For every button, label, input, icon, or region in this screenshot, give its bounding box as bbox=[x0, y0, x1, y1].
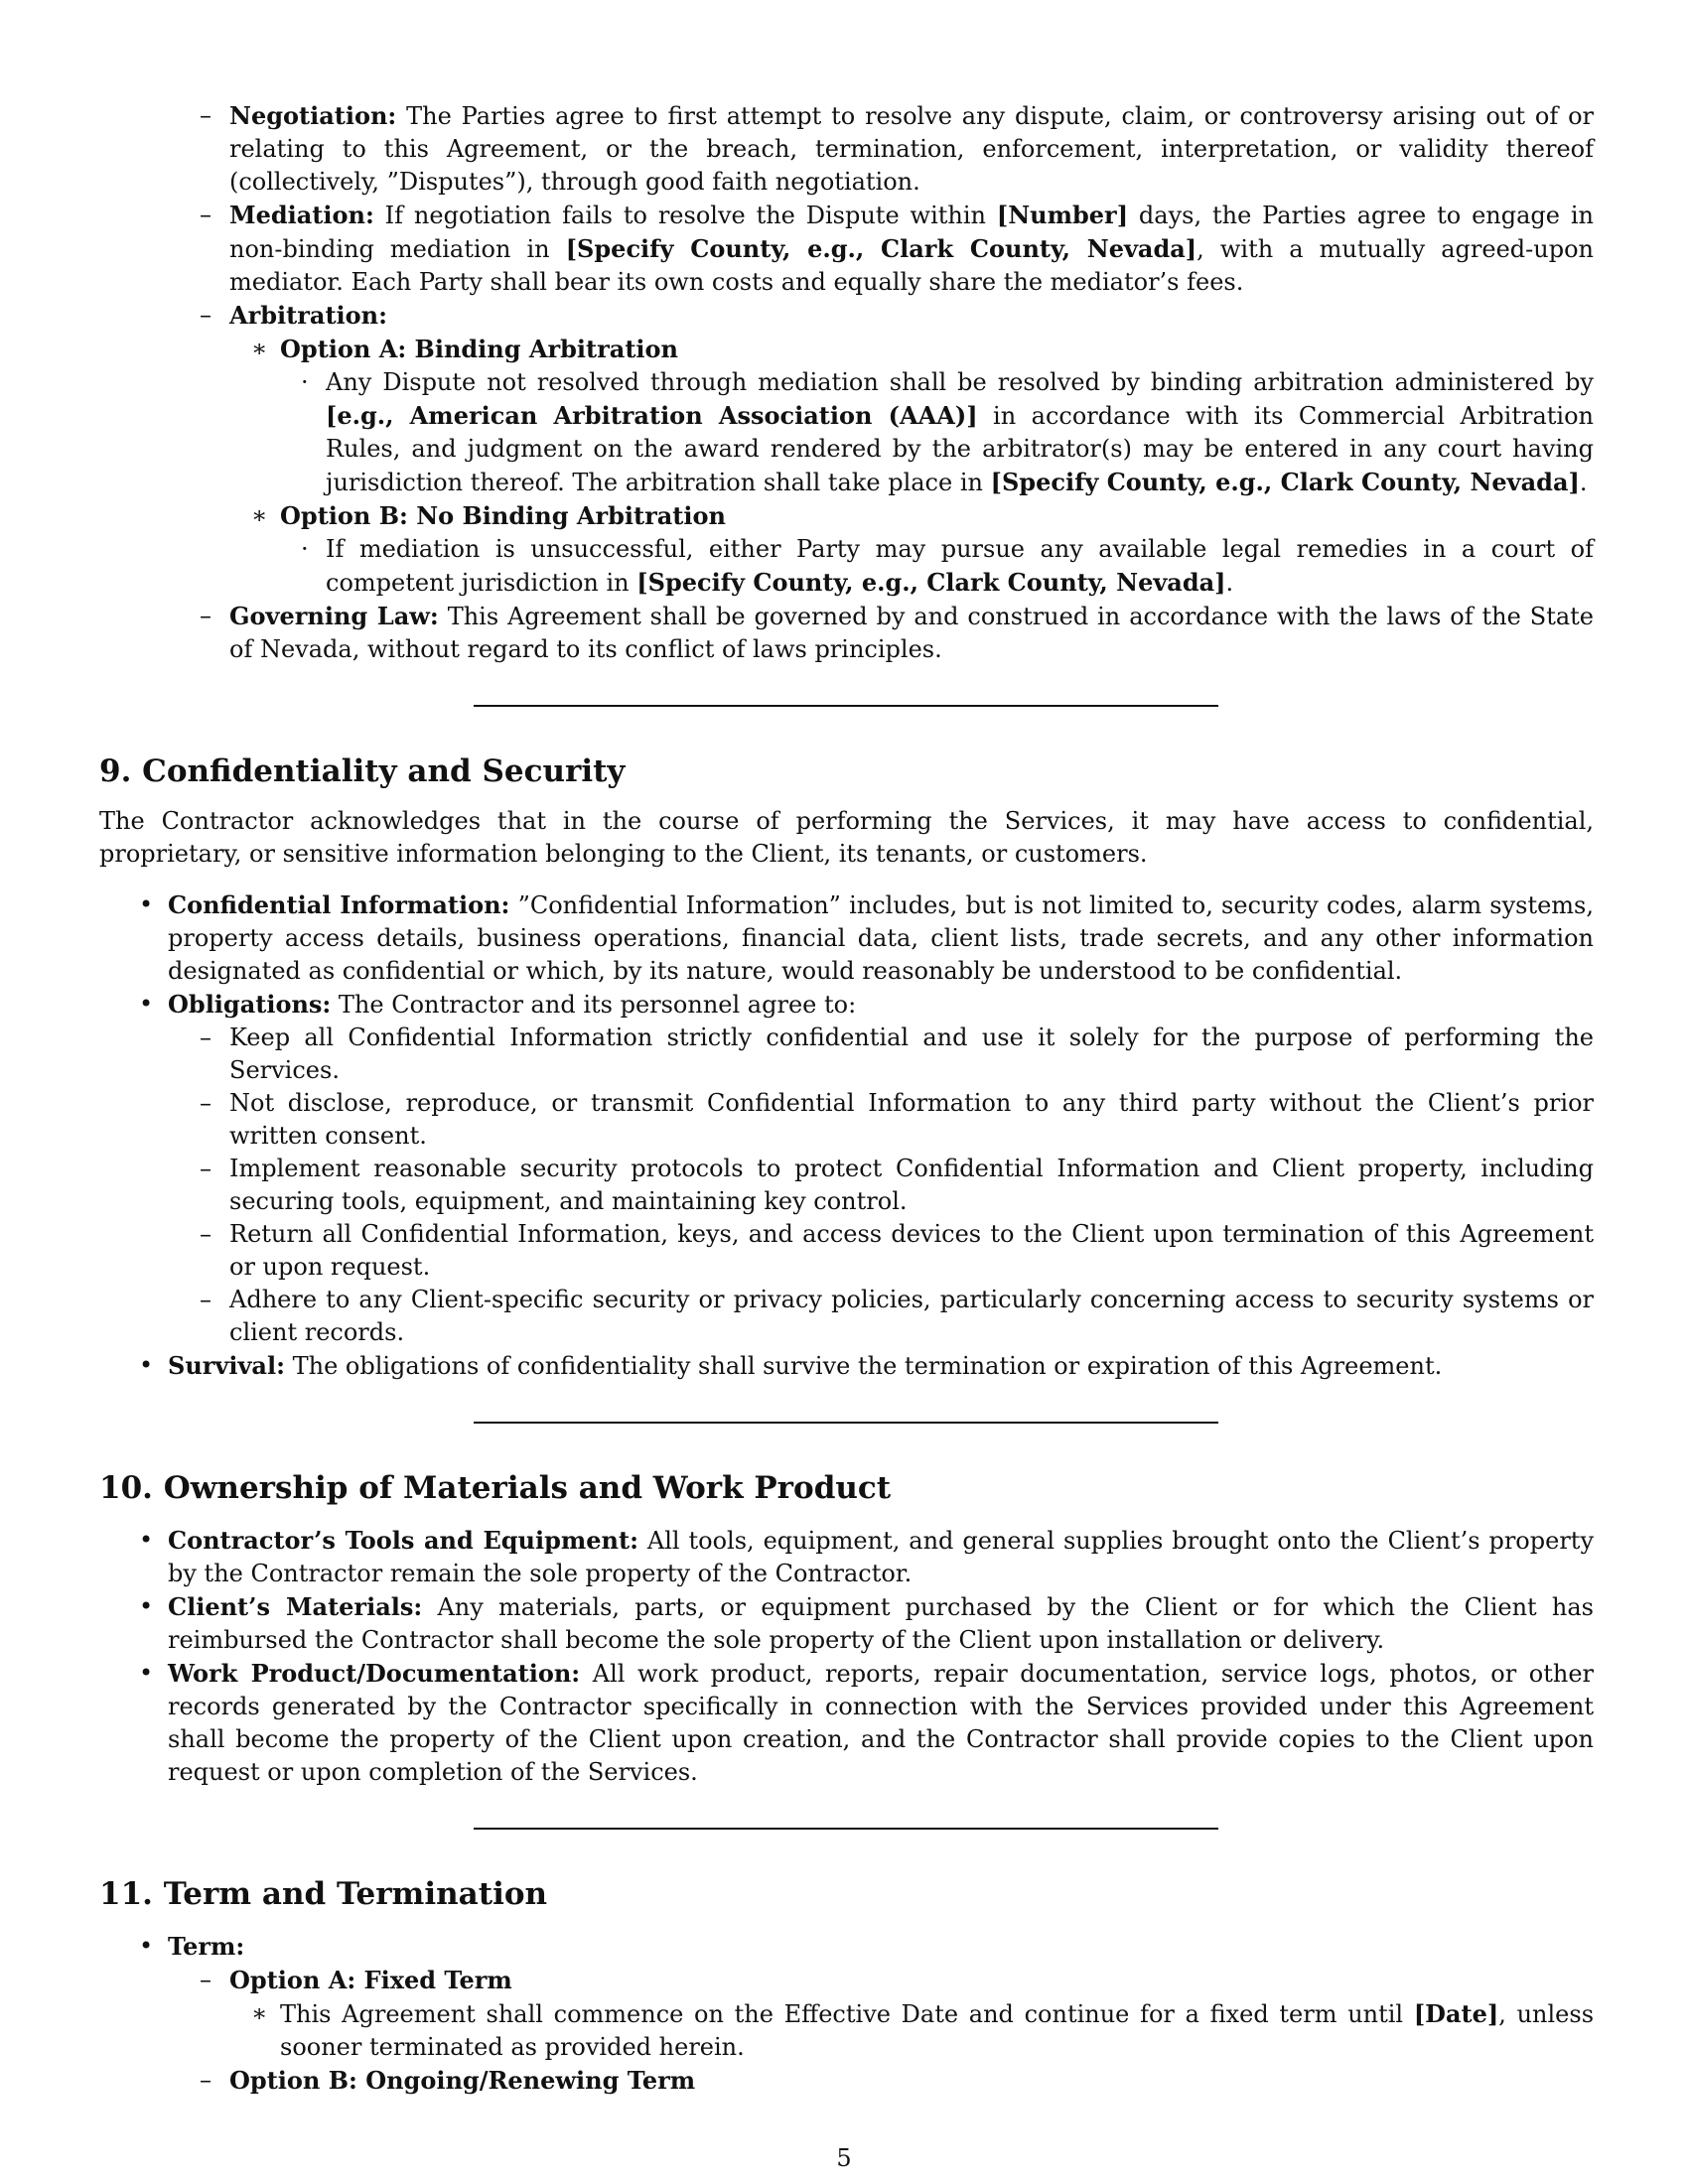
obligation-item bbox=[99, 1284, 1594, 1349]
mediation-county-placeholder: [Specify County, e.g., Clark County, Nevada] bbox=[565, 234, 1197, 263]
obligation-item bbox=[99, 1153, 1594, 1218]
confidential-info-text: ”Confidential Information” includes, but is not limited to, security codes, alarm systems, property access details, business operations, financial data, client lists, trade secrets, and any other information designated as confidential or which, by its nature, would reasonably be understood to be confidential. bbox=[168, 891, 1595, 985]
option-a-text-2: in accordance with its Commercial Arbitration Rules, and judgment on the award rendered by the arbitrator(s) may be entered in any court having jurisdiction thereof. The arbitration shall take place in bbox=[326, 402, 1595, 496]
dash-marker: – bbox=[200, 101, 211, 129]
term-option-a-text-2: , unless sooner terminated as provided herein. bbox=[280, 2000, 1595, 2061]
work-product-text: All work product, reports, repair documentation, service logs, photos, or other records generated by the Contractor specifically in connection with the Services provided under this Agreement shall become the property of the Client upon creation, and the Contractor shall provide copies to the Client upon request or upon completion of the Services. bbox=[168, 1660, 1594, 1786]
section-9-heading: 9. Confidentiality and Security bbox=[99, 753, 626, 789]
negotiation-text: The Parties agree to first attempt to resolve any dispute, claim, or controversy arising out of or relating to this Agreement, or the breach, termination, enforcement, interpretation, or validity thereof (collectively, ”Disputes”), through good faith negotiation. bbox=[229, 102, 1594, 196]
dash-marker: – bbox=[200, 1286, 211, 1313]
term-option-a bbox=[99, 1964, 1594, 1997]
client-materials-text: Any materials, parts, or equipment purchased by the Client or for which the Client has reimbursed the Contractor shall become the sole property of the Client upon installation or delivery. bbox=[168, 1593, 1595, 1654]
governing-law-label: Governing Law: bbox=[229, 602, 439, 630]
confidential-info-item bbox=[99, 888, 1594, 988]
mediation-text-2: days, the Parties agree to engage in non-binding mediation in bbox=[229, 202, 1595, 263]
document-page bbox=[99, 99, 1594, 2098]
dash-marker: – bbox=[200, 1155, 211, 1182]
obligation-item bbox=[99, 1087, 1594, 1153]
dash-marker: – bbox=[200, 1024, 211, 1051]
bullet-marker: • bbox=[139, 890, 154, 918]
dash-marker: – bbox=[200, 2066, 211, 2094]
term-option-a-title: Option A: Fixed Term bbox=[229, 1966, 512, 1994]
term-item bbox=[99, 1930, 1594, 1964]
arbitration-option-a bbox=[99, 333, 1594, 366]
option-a-text-1: Any Dispute not resolved through mediation shall be resolved by binding arbitration administered by bbox=[326, 368, 1594, 396]
obligation-text: Adhere to any Client-specific security or privacy policies, particularly concerning access to security systems or client records. bbox=[229, 1286, 1594, 1346]
option-a-aaa-placeholder: [e.g., American Arbitration Association (AAA)] bbox=[326, 401, 978, 430]
client-materials-item bbox=[99, 1590, 1594, 1657]
option-a-title: Option A: Binding Arbitration bbox=[280, 335, 678, 363]
asterisk-marker: ∗ bbox=[251, 1999, 268, 2027]
bullet-marker: • bbox=[139, 1932, 154, 1960]
obligation-item bbox=[99, 1022, 1594, 1087]
term-option-a-text bbox=[99, 1997, 1594, 2064]
option-b-text-1: If mediation is unsuccessful, either Party may pursue any available legal remedies in a court of competent jurisdiction in bbox=[326, 535, 1594, 597]
bullet-marker: • bbox=[139, 1592, 154, 1620]
option-a-text bbox=[99, 366, 1594, 499]
dash-marker: – bbox=[200, 602, 211, 629]
contractor-tools-text: All tools, equipment, and general supplies brought onto the Client’s property by the Contractor remain the sole property of the Contractor. bbox=[168, 1527, 1594, 1587]
page-number: 5 bbox=[836, 2144, 852, 2172]
bullet-marker: • bbox=[139, 1526, 154, 1554]
dash-marker: – bbox=[200, 1220, 211, 1248]
option-b-text bbox=[99, 533, 1594, 600]
section-11-heading: 11. Term and Termination bbox=[99, 1876, 548, 1912]
mediation-days-placeholder: [Number] bbox=[996, 201, 1129, 229]
mediation-text-1: If negotiation fails to resolve the Dispute within bbox=[373, 202, 997, 229]
dot-marker: · bbox=[301, 368, 309, 396]
confidential-info-label: Confidential Information: bbox=[168, 890, 510, 919]
mediation-text-3: , with a mutually agreed-upon mediator. Each Party shall bear its own costs and equally share the mediator’s fees. bbox=[229, 235, 1594, 296]
term-label: Term: bbox=[168, 1932, 245, 1961]
option-b-county-placeholder: [Specify County, e.g., Clark County, Nevada] bbox=[636, 568, 1226, 597]
obligation-text: Return all Confidential Information, keys, and access devices to the Client upon termination of this Agreement or upon request. bbox=[229, 1220, 1594, 1281]
obligation-item bbox=[99, 1218, 1594, 1284]
term-option-b-title: Option B: Ongoing/Renewing Term bbox=[229, 2066, 696, 2095]
option-b-text-2: . bbox=[1225, 569, 1234, 597]
section-9-intro: The Contractor acknowledges that in the course of performing the Services, it may have access to confidential, proprietary, or sensitive information belonging to the Client, its tenants, or customers. bbox=[99, 807, 1594, 868]
term-option-a-text-1: This Agreement shall commence on the Effective Date and continue for a fixed term until bbox=[280, 2000, 1414, 2028]
work-product-item bbox=[99, 1657, 1594, 1789]
contractor-tools-item bbox=[99, 1524, 1594, 1590]
dash-marker: – bbox=[200, 201, 211, 228]
asterisk-marker: ∗ bbox=[251, 501, 268, 529]
dash-marker: – bbox=[200, 1966, 211, 1993]
option-a-text-3: . bbox=[1579, 469, 1588, 496]
section-10-heading: 10. Ownership of Materials and Work Product bbox=[99, 1470, 892, 1506]
term-option-b bbox=[99, 2064, 1594, 2098]
bullet-marker: • bbox=[139, 990, 154, 1018]
governing-law-item bbox=[99, 600, 1594, 666]
arbitration-option-b bbox=[99, 499, 1594, 533]
option-b-title: Option B: No Binding Arbitration bbox=[280, 501, 726, 530]
obligations-text: The Contractor and its personnel agree to: bbox=[331, 991, 857, 1019]
section-divider bbox=[474, 1828, 1218, 1830]
survival-text: The obligations of confidentiality shall survive the termination or expiration of this Agreement. bbox=[284, 1352, 1443, 1380]
dash-marker: – bbox=[200, 1089, 211, 1117]
section-11-list bbox=[99, 1930, 1594, 2098]
bullet-marker: • bbox=[139, 1659, 154, 1687]
dash-marker: – bbox=[200, 301, 211, 329]
obligations-label: Obligations: bbox=[168, 990, 332, 1019]
mediation-label: Mediation: bbox=[229, 201, 374, 229]
client-materials-label: Client’s Materials: bbox=[168, 1592, 423, 1621]
section-10-list bbox=[99, 1524, 1594, 1789]
obligation-text: Not disclose, reproduce, or transmit Confidential Information to any third party without the Client’s prior written consent. bbox=[229, 1089, 1594, 1150]
contractor-tools-label: Contractor’s Tools and Equipment: bbox=[168, 1526, 638, 1555]
survival-item bbox=[99, 1349, 1594, 1383]
option-a-county-placeholder: [Specify County, e.g., Clark County, Nevada] bbox=[990, 468, 1580, 496]
arbitration-item bbox=[99, 299, 1594, 333]
negotiation-label: Negotiation: bbox=[229, 101, 397, 130]
asterisk-marker: ∗ bbox=[251, 335, 268, 362]
governing-law-text: This Agreement shall be governed by and construed in accordance with the laws of the State of Nevada, without regard to its conflict of laws principles. bbox=[229, 603, 1594, 663]
negotiation-item bbox=[99, 99, 1594, 199]
obligation-text: Keep all Confidential Information strictly confidential and use it solely for the purpose of performing the Services. bbox=[229, 1024, 1594, 1084]
dot-marker: · bbox=[301, 535, 309, 563]
bullet-marker: • bbox=[139, 1351, 154, 1379]
section-divider bbox=[474, 1422, 1218, 1424]
mediation-item bbox=[99, 199, 1594, 299]
obligation-text: Implement reasonable security protocols to protect Confidential Information and Client property, including securing tools, equipment, and maintaining key control. bbox=[229, 1155, 1594, 1215]
section-divider bbox=[474, 705, 1218, 707]
section-9-list bbox=[99, 888, 1594, 1383]
arbitration-label: Arbitration: bbox=[229, 301, 387, 330]
work-product-label: Work Product/Documentation: bbox=[168, 1659, 581, 1688]
term-date-placeholder: [Date] bbox=[1413, 1999, 1499, 2028]
survival-label: Survival: bbox=[168, 1351, 285, 1380]
obligations-item bbox=[99, 988, 1594, 1022]
